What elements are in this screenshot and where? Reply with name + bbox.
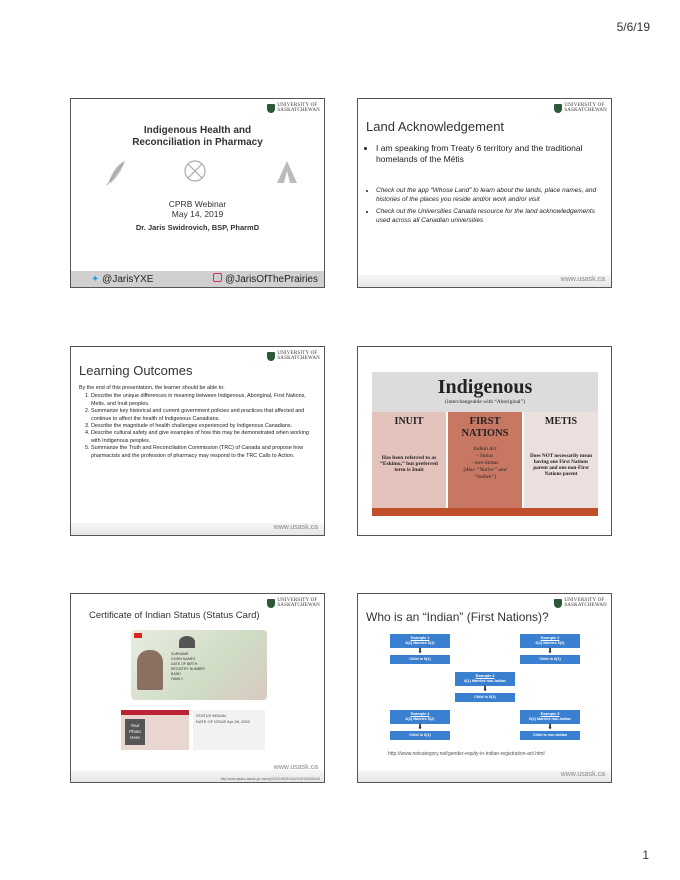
slide-status-card[interactable] (70, 593, 325, 783)
example-parents: Example 2 6(1) Marries 6(2) (520, 634, 580, 648)
shield-icon (267, 352, 275, 361)
twitter-icon: ✦ (91, 273, 100, 285)
list-item: 2. Summarize key historical and current government policies and practices that affected and continue to affect the health of Indigenous Canadians. (91, 408, 315, 423)
outcomes-text: By the end of this presentation, the learner should be able to: 1. Describe the unique differences in meaning between Indigenous, Aboriginal, First Nations, Metis, and Inuit peoples. 2. Summarize key historical and current government policies and practices that affected and continue to affect the health of Indigenous Canadians. 3. Describe the magnitude of health challenges experienced by Indigenous Canadians. 4. Describe cultural safety and give examples of how this may be demonstrated when working with Indigenous peoples. 5. Summarize the Truth and Reconciliation Commission (TRC) of Canada and propose how pharmacists and the profession of pharmacy may respond to the TRC Calls to Action. (79, 385, 315, 460)
down-arrow-icon: ⬇ (547, 724, 553, 731)
slide-event-info: CPRB Webinar May 14, 2019 Dr. Jaris Swidrovich, BSP, PharmD (135, 199, 260, 232)
slide-heading: Certificate of Indian Status (Status Card) (89, 610, 260, 621)
university-logo: UNIVERSITY OF SASKATCHEWAN (267, 351, 320, 361)
example-4-box (390, 710, 450, 740)
social-bar (71, 271, 324, 287)
example-parents: Example 5 6(2) Marries non-Indian (520, 710, 580, 724)
university-logo: UNIVERSITY OF SASKATCHEWAN (554, 598, 607, 608)
slide-learning-outcomes[interactable] (70, 346, 325, 536)
footer-url[interactable]: www.usask.ca (560, 276, 605, 283)
crest-icon (179, 636, 195, 648)
slide-land-acknowledgement[interactable] (357, 98, 612, 288)
slide-heading: Indigenous Health and Reconciliation in Pharmacy (132, 125, 263, 148)
sub-bullets: • Check out the app “Whose Land” to learn about the lands, place names, and histories of the places you reside and/or work and/or visit • Check out the Universities Canada resource for the land acknowledgements used across all Canadian universities (366, 187, 602, 225)
example-5-box (520, 710, 580, 740)
slide-heading: Who is an “Indian” (First Nations)? (366, 610, 549, 624)
example-child: Child is 6(1) (390, 655, 450, 664)
footer-url[interactable]: www.usask.ca (273, 764, 318, 771)
list-item: 5. Summarize the Truth and Reconciliation Commission (TRC) of Canada and propose how pharmacists and the profession of pharmacy may respond to the TRC Calls to Action. (91, 445, 315, 460)
example-parents: Example 3 6(1) Marries non-Indian (455, 672, 515, 686)
shield-icon (554, 599, 562, 608)
university-logo: UNIVERSITY OF SASKATCHEWAN (554, 103, 607, 113)
list-item: 4. Describe cultural safety and give examples of how this may be demonstrated when working with Indigenous peoples. (91, 430, 315, 445)
example-3-box (455, 672, 515, 702)
decorative-icons (99, 157, 299, 187)
feather-icon (107, 161, 125, 185)
example-1-box (390, 634, 450, 664)
outcomes-list (79, 393, 315, 460)
portrait-photo (137, 650, 163, 690)
example-child: Child is 6(1) (520, 655, 580, 664)
shield-icon (267, 104, 275, 113)
list-item: 1. Describe the unique differences in meaning between Indigenous, Aboriginal, First Nations, Metis, and Inuit peoples. (91, 393, 315, 408)
terms-diagram (372, 372, 598, 520)
slide-title[interactable] (70, 98, 325, 288)
shield-icon (554, 104, 562, 113)
example-2-box (520, 634, 580, 664)
example-parents: Example 1 6(1) Marries 6(1) (390, 634, 450, 648)
example-child: Child is non-Indian (520, 731, 580, 740)
university-logo: UNIVERSITY OF SASKATCHEWAN (267, 103, 320, 113)
slide-heading: Land Acknowledgement (366, 119, 505, 134)
down-arrow-icon: ⬇ (417, 648, 423, 655)
first-nations-column: FIRST NATIONS Indian Act - Status - non-Status (Also “Native” and “Indian”) (448, 412, 522, 508)
shield-icon (267, 599, 275, 608)
down-arrow-icon: ⬇ (482, 686, 488, 693)
source-link[interactable]: http://www.aadnc-aandc.gc.ca/eng/1100100032424/1100100032428 (220, 777, 320, 781)
instagram-icon (213, 273, 222, 282)
footer-url[interactable]: www.usask.ca (273, 524, 318, 531)
example-child: Child is 6(2) (455, 693, 515, 702)
slide-indigenous-terms[interactable] (357, 346, 612, 536)
indigenous-header: Indigenous (interchangeable with “Aboriginal”) (372, 372, 598, 412)
instagram-handle[interactable]: @JarisOfThePrairies (213, 273, 318, 285)
example-child: Child is 6(1) (390, 731, 450, 740)
down-arrow-icon: ⬇ (417, 724, 423, 731)
medicine-wheel-icon (185, 161, 205, 181)
flag-icon (134, 633, 142, 638)
page-number: 1 (642, 848, 649, 862)
status-card-image (131, 630, 267, 700)
example-parents: Example 4 6(2) Marries 6(2) (390, 710, 450, 724)
slide-heading: Learning Outcomes (79, 363, 193, 378)
main-bullet: • I am speaking from Treaty 6 territory and the traditional homelands of the Métis (366, 143, 602, 165)
footer-url[interactable]: www.usask.ca (560, 771, 605, 778)
tipi-icon (277, 161, 297, 183)
card-fields: SURNAME GIVEN NAMES DATE OF BIRTH REGISTRY NUMBER BAND FAMILY (171, 652, 205, 681)
diagram-base-bar (372, 508, 598, 516)
slide-who-is-indian[interactable] (357, 593, 612, 783)
down-arrow-icon: ⬇ (547, 648, 553, 655)
old-status-card: Your Photo Here STATUS INDIAN DATE OF ISSUE Apr 28, 2002 (121, 710, 265, 750)
university-logo: UNIVERSITY OF SASKATCHEWAN (267, 598, 320, 608)
metis-column: METIS Does NOT necessarily mean having one First Nations parent and one non-First Nations parent (524, 412, 598, 508)
twitter-handle[interactable]: ✦ @JarisYXE (91, 273, 154, 285)
inuit-column: INUIT Has been referred to as “Eskimo,” but preferred term is Inuit (372, 412, 446, 508)
list-item: 3. Describe the magnitude of health challenges experienced by Indigenous Canadians. (91, 423, 315, 430)
source-link[interactable]: http://www.netcategory.net/gender-equity-in-indian-registration-act.html (388, 751, 545, 757)
page-date: 5/6/19 (616, 20, 650, 34)
